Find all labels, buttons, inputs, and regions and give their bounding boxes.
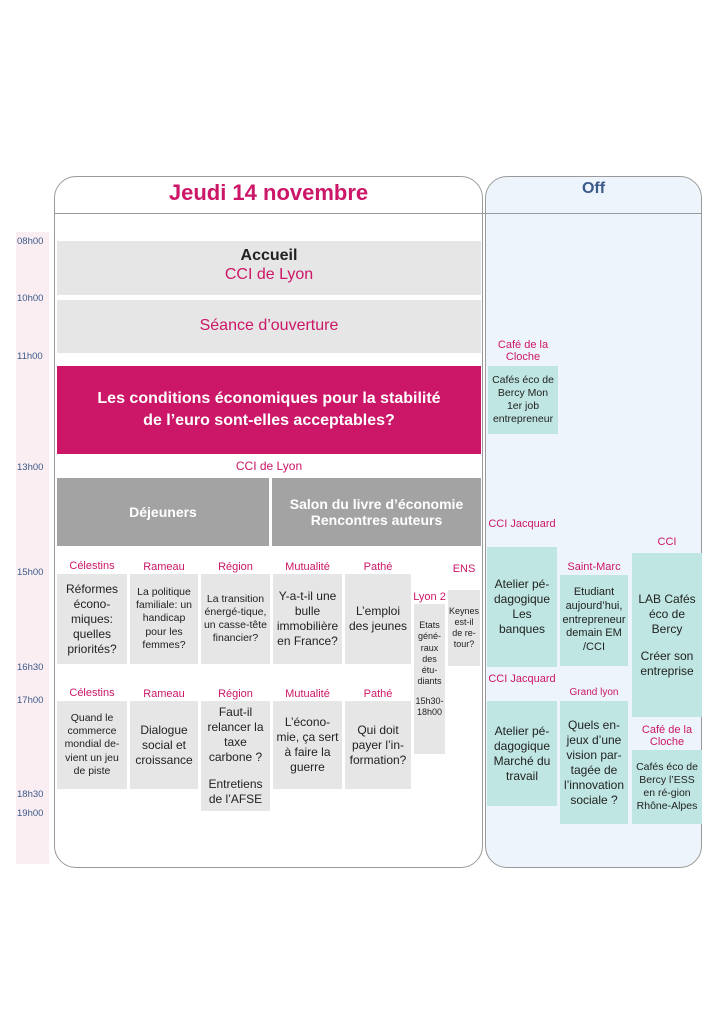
venue-label: CCI Jacquard — [488, 673, 556, 685]
ouverture-block — [57, 300, 481, 353]
header-divider — [54, 213, 702, 214]
session-economie-guerre: L’écono-mie, ça sert à faire la guerre — [273, 701, 342, 789]
off-ess-rhone-alpes: Cafés éco de Bercy l’ESS en ré-gion Rhône-Alpes — [632, 750, 702, 824]
venue-label: Lyon 2 — [413, 591, 446, 603]
venue-label: Rameau — [143, 561, 185, 573]
session-etats-generaux-title: Etats géné-raux des étu-diants — [417, 620, 442, 687]
venue-label: Rameau — [143, 688, 185, 700]
session-commerce-mondial: Quand le commerce mondial de-vient un jeu de piste — [57, 701, 127, 789]
off-atelier-marche-travail: Atelier pé-dagogique Marché du travail — [487, 701, 557, 806]
time-label: 10h00 — [17, 293, 44, 304]
venue-label: Saint-Marc — [567, 561, 621, 573]
off-etudiant-entrepreneur: Etudiant aujourd’hui, entrepreneur demain EM /CCI — [560, 575, 628, 666]
venue-label: CCI — [657, 536, 677, 548]
keynote-line1: Les conditions économiques pour la stabilité — [97, 390, 441, 408]
ouverture-title: Séance d’ouverture — [199, 317, 339, 334]
session-etats-generaux — [414, 604, 445, 754]
time-label: 18h30 — [17, 789, 44, 800]
venue-label: Mutualité — [285, 561, 330, 573]
time-label: 13h00 — [17, 462, 44, 473]
session-reformes: Réformes écono-miques: quelles priorités? — [57, 574, 127, 664]
time-label: 08h00 — [17, 236, 44, 247]
salon-block — [272, 478, 481, 546]
session-information: Qui doit payer l’in-formation? — [345, 701, 411, 789]
session-bulle-immobiliere: Y-a-t-il une bulle immobilière en France? — [273, 574, 342, 664]
session-emploi-jeunes: L’emploi des jeunes — [345, 574, 411, 664]
venue-label: Célestins — [69, 560, 115, 572]
venue-label: Café de la Cloche — [641, 724, 693, 748]
session-entretiens-afse: Entretiens de l’AFSE — [208, 777, 263, 806]
off-cafes-eco-job: Cafés éco de Bercy Mon 1er job entrepreneur — [488, 366, 558, 434]
off-lab-title2: Créer son entreprise — [640, 648, 694, 678]
time-label: 11h00 — [17, 351, 43, 362]
session-transition-energetique: La transition énergé-tique, un casse-tête financier? — [201, 574, 270, 664]
off-lab-title1: LAB Cafés éco de Bercy — [638, 591, 696, 636]
venue-label: ENS — [452, 563, 476, 575]
session-keynes: Keynes est-il de re-tour? — [448, 590, 480, 666]
salon-line2: Rencontres auteurs — [310, 512, 443, 528]
accueil-block — [57, 241, 481, 295]
time-label: 17h00 — [17, 695, 44, 706]
venue-label: Grand lyon — [569, 687, 619, 698]
off-innovation-sociale: Quels en-jeux d’une vision par-tagée de l’innovation sociale ? — [560, 701, 628, 824]
venue-label: Café de la Cloche — [497, 339, 549, 363]
off-title: Off — [581, 180, 606, 197]
time-label: 16h30 — [17, 662, 44, 673]
keynote-line2: de l’euro sont-elles acceptables? — [143, 412, 395, 429]
venue-label: Pathé — [363, 561, 393, 573]
keynote-block — [57, 366, 481, 454]
venue-label: Région — [218, 688, 253, 700]
off-atelier-banques: Atelier pé-dagogique Les banques — [487, 547, 557, 667]
venue-label: CCI Jacquard — [488, 518, 556, 530]
time-label: 19h00 — [17, 808, 44, 819]
venue-label: Mutualité — [285, 688, 330, 700]
venue-label: Pathé — [363, 688, 393, 700]
session-taxe-carbone-title: Faut-il relancer la taxe carbone ? — [207, 705, 264, 764]
accueil-title: Accueil — [240, 247, 298, 264]
accueil-place: CCI de Lyon — [224, 266, 314, 283]
session-dialogue-social: Dialogue social et croissance — [130, 701, 198, 789]
dejeuners-block: Déjeuners — [57, 478, 269, 546]
keynote-place: CCI de Lyon — [235, 459, 303, 473]
timeline-bar — [16, 232, 49, 864]
off-lab-cafes-eco — [632, 553, 702, 717]
page-title: Jeudi 14 novembre — [168, 180, 369, 205]
session-politique-familiale: La politique familiale: un handicap pour les femmes? — [130, 574, 198, 664]
session-etats-generaux-time: 15h30-18h00 — [415, 695, 444, 717]
venue-label: Célestins — [69, 687, 115, 699]
session-taxe-carbone — [201, 701, 270, 811]
salon-line1: Salon du livre d’économie — [289, 496, 464, 512]
time-label: 15h00 — [17, 567, 44, 578]
venue-label: Région — [218, 561, 253, 573]
